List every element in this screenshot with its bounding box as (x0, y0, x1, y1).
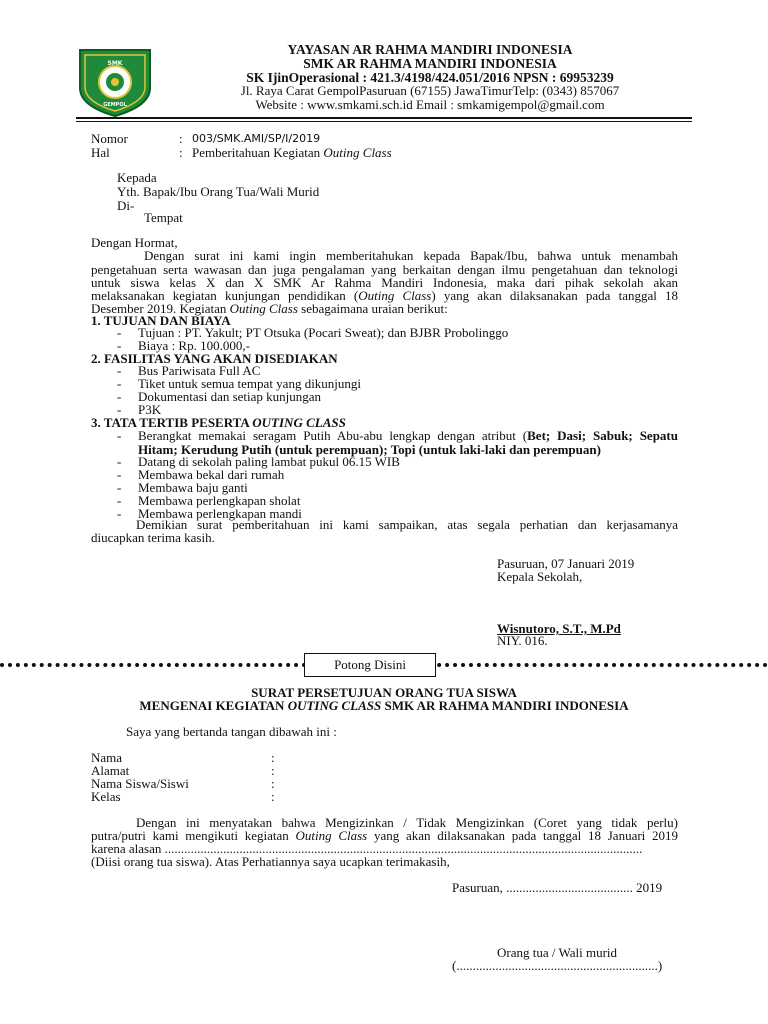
signature-name: Wisnutoro, S.T., M.Pd (497, 621, 621, 636)
org-name-school: SMK AR RAHMA MANDIRI INDONESIA (303, 56, 557, 71)
intro-l4a: melaksanakan kegiatan kunjungan pendidikan ( (91, 288, 359, 303)
consent-para-1: Dengan ini menyatakan bahwa Mengizinkan / Tidak Mengizinkan (Coret yang tidak perlu) (136, 815, 678, 830)
bullet: - (117, 506, 122, 521)
field-sep: : (271, 750, 275, 765)
hal-italic: Outing Class (323, 145, 392, 160)
signature-role: Kepala Sekolah, (497, 569, 583, 584)
consent-p2-italic: Outing Class (295, 828, 368, 843)
closing-line-2: diucapkan terima kasih. (91, 530, 215, 545)
logo-bottom-text: GEMPOL (103, 102, 127, 108)
bullet: - (117, 480, 122, 495)
section2-item-text: Tiket untuk semua tempat yang dikunjungi (138, 376, 362, 391)
nomor-label: Nomor (91, 131, 128, 146)
org-name-foundation: YAYASAN AR RAHMA MANDIRI INDONESIA (287, 42, 573, 57)
section3-first-a: Berangkat memakai seragam Putih Abu-abu lengkap dengan atribut ( (138, 428, 528, 443)
recipient-kepada: Kepada (117, 170, 157, 185)
bullet: - (117, 389, 122, 404)
hal-text: Pemberitahuan Kegiatan (192, 145, 324, 160)
bullet: - (117, 376, 122, 391)
section3-title-text: 3. TATA TERTIB PESERTA (91, 415, 253, 430)
field-sep: : (271, 789, 275, 804)
bullet: - (117, 454, 122, 469)
intro-l5-italic: Outing Class (229, 301, 298, 316)
intro-l4-italic: Outing Class (358, 288, 432, 303)
nomor-colon: : (179, 131, 183, 146)
bullet: - (117, 467, 122, 482)
section2-item-text: Dokumentasi dan setiap kunjungan (138, 389, 322, 404)
address-line: Jl. Raya Carat GempolPasuruan (67155) JawaTimurTelp: (0343) 857067 (240, 83, 620, 98)
cut-label: Potong Disini (304, 653, 436, 677)
bullet: - (117, 428, 122, 443)
field-sep: : (271, 776, 275, 791)
consent-sign-line: (..............................................................) (452, 958, 663, 973)
bullet: - (117, 402, 122, 417)
consent-para-4: (Diisi orang tua siswa). Atas Perhatiannya saya ucapkan terimakasih, (91, 854, 450, 869)
section3-item-text: Membawa bekal dari rumah (138, 467, 285, 482)
section2-item-text: Bus Pariwisata Full AC (138, 363, 261, 378)
intro-line-1: Dengan surat ini kami ingin memberitahukan kepada Bapak/Ibu, bahwa untuk menambah (144, 248, 678, 263)
contact-line: Website : www.smkami.sch.id Email : smkamigempol@gmail.com (255, 97, 605, 112)
hal-label: Hal (91, 145, 110, 160)
consent-para-2 (91, 829, 678, 843)
section3-item-text: Membawa perlengkapan mandi (138, 506, 302, 521)
recipient-yth: Yth. Bapak/Ibu Orang Tua/Wali Murid (117, 184, 320, 199)
consent-title-2-italic: OUTING CLASS (287, 698, 382, 713)
hal-colon: : (179, 145, 183, 160)
section1-item-text: Biaya : Rp. 100.000,- (138, 338, 250, 353)
consent-place-date: Pasuruan, ....................................... 2019 (452, 880, 663, 895)
consent-title-2b: SMK AR RAHMA MANDIRI INDONESIA (381, 698, 629, 713)
section3-item-first (117, 429, 678, 456)
section3-item-text: Membawa baju ganti (138, 480, 248, 495)
consent-reason: karena alasan ................................................................................................................................................... (91, 842, 643, 856)
consent-title-2a: MENGENAI KEGIATAN (139, 698, 288, 713)
section3-item-text: Datang di sekolah paling lambat pukul 06.15 WIB (138, 454, 400, 469)
signature-niy: NIY. 016. (497, 633, 548, 648)
field-label-kelas: Kelas (91, 789, 121, 804)
recipient-tempat: Tempat (144, 210, 183, 225)
nomor-value: 003/SMK.AMI/SP/I/2019 (192, 132, 321, 145)
consent-intro: Saya yang bertanda tangan dibawah ini : (126, 724, 337, 739)
consent-title-1: SURAT PERSETUJUAN ORANG TUA SISWA (251, 685, 517, 700)
consent-title-2 (76, 699, 692, 713)
field-label-nama-siswa: Nama Siswa/Siswi (91, 776, 189, 791)
signature-place-date: Pasuruan, 07 Januari 2019 (497, 556, 635, 571)
consent-p2b: yang akan dilaksanakan pada tanggal 18 Januari 2019 (367, 828, 678, 843)
bullet: - (117, 363, 122, 378)
field-label-alamat: Alamat (91, 763, 130, 778)
section3-first-b: Bet; Dasi; Sabuk; Sepatu (527, 428, 678, 443)
consent-role: Orang tua / Wali murid (497, 945, 618, 960)
recipient-di: Di- (117, 198, 135, 213)
school-logo-shield (76, 40, 154, 118)
closing-line-1: Demikian surat pemberitahuan ini kami sampaikan, atas segala perhatian dan kerjasamanya (136, 517, 678, 532)
bullet: - (117, 493, 122, 508)
consent-p2a: putra/putri kami mengikuti kegiatan (91, 828, 296, 843)
section1-title: 1. TUJUAN DAN BIAYA (91, 313, 231, 328)
license-line: SK IjinOperasional : 421.3/4198/424.051/2016 NPSN : 69953239 (246, 70, 614, 85)
field-label-nama: Nama (91, 750, 123, 765)
section2-title: 2. FASILITAS YANG AKAN DISEDIAKAN (91, 351, 338, 366)
section3-title-italic: OUTING CLASS (252, 415, 346, 430)
intro-line-2: pengetahuan serta wawasan dan juga pengalaman yang berkaitan dengan ilmu pengetahuan dan teknologi (91, 262, 678, 277)
field-sep: : (271, 763, 275, 778)
intro-line-3: untuk siswa kelas X dan X SMK Ar Rahma Mandiri Indonesia, maka dari pihak sekolah akan (91, 275, 678, 290)
hal-value (192, 146, 392, 160)
header-rule-thin (76, 121, 692, 122)
section3-item-text: Membawa perlengkapan sholat (138, 493, 301, 508)
intro-l4b: ) yang akan dilaksanakan pada tanggal 18 (431, 288, 678, 303)
header-rule-thick (76, 117, 692, 119)
section2-item-text: P3K (138, 402, 162, 417)
school-logo (76, 40, 154, 118)
section3-first-c: Hitam; Kerudung Putih (untuk perempuan); Topi (untuk laki-laki dan perempuan) (138, 441, 601, 457)
greeting: Dengan Hormat, (91, 235, 178, 250)
section1-item-text: Tujuan : PT. Yakult; PT Otsuka (Pocari Sweat); dan BJBR Probolinggo (138, 325, 509, 340)
intro-l5a: Desember 2019. Kegiatan (91, 301, 230, 316)
bullet: - (117, 325, 122, 340)
bullet: - (117, 338, 122, 353)
intro-l5b: sebagaimana uraian berikut: (297, 301, 448, 316)
logo-text: SMK (107, 60, 123, 67)
